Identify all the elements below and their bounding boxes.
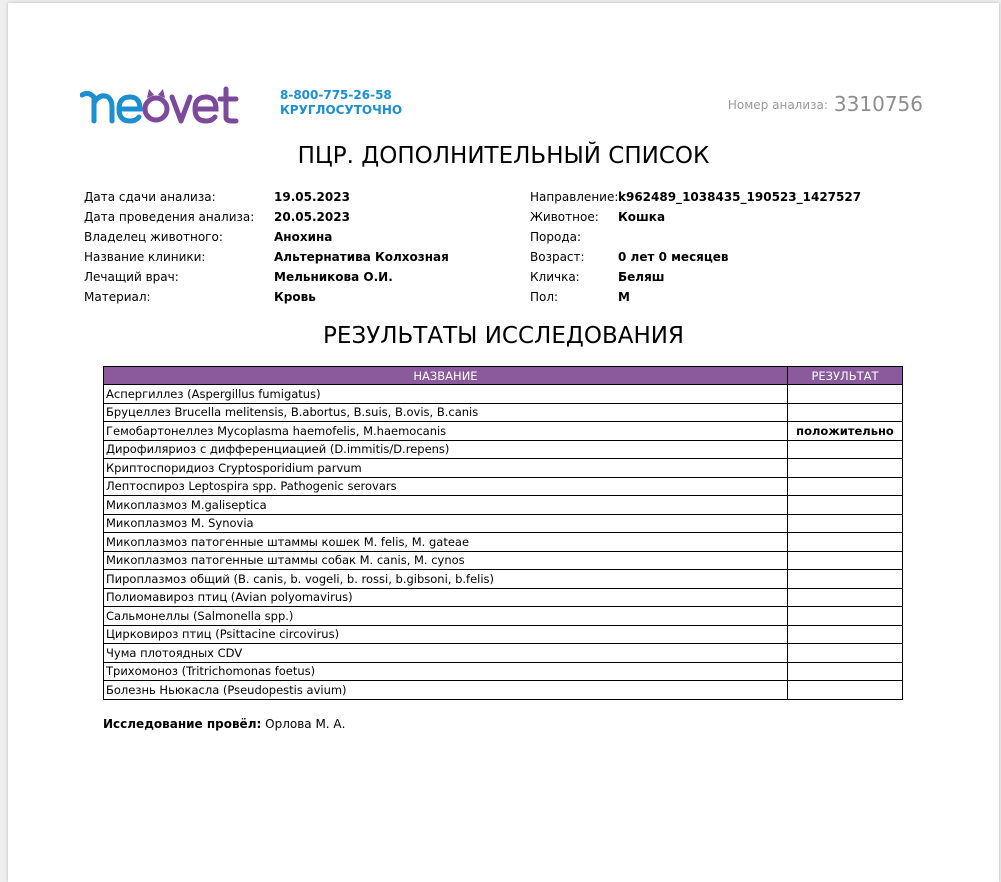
test-name-cell: Цирковироз птиц (Psittacine circovirus): [104, 625, 788, 644]
info-value: Альтернатива Колхозная: [274, 250, 449, 264]
test-name-cell: Криптоспоридиоз Cryptosporidium parvum: [104, 459, 788, 478]
info-row: [530, 267, 861, 287]
info-value: Мельникова О.И.: [274, 270, 393, 284]
column-header-name: НАЗВАНИЕ: [104, 367, 788, 385]
test-result-cell: [788, 625, 903, 644]
info-row: [530, 287, 861, 307]
info-row: [530, 187, 861, 207]
report-page: [8, 3, 999, 882]
patient-info-right: [530, 187, 861, 307]
info-row: [84, 287, 449, 307]
results-table-header-row: [104, 367, 903, 385]
table-row: [104, 459, 903, 478]
test-result-cell: [788, 588, 903, 607]
table-row: [104, 662, 903, 681]
info-value: Кошка: [618, 210, 666, 224]
phone-number: 8-800-775-26-58: [280, 88, 392, 102]
test-name-cell: Сальмонеллы (Salmonella spp.): [104, 607, 788, 626]
test-name-cell: Трихомоноз (Tritrichomonas foetus): [104, 662, 788, 681]
info-row: [530, 227, 861, 247]
results-title: РЕЗУЛЬТАТЫ ИССЛЕДОВАНИЯ: [323, 323, 684, 349]
info-row: [530, 247, 861, 267]
results-table: [103, 366, 903, 700]
test-result-cell: положительно: [788, 422, 903, 441]
patient-info-left: [84, 187, 449, 307]
performed-by-name: Орлова М. А.: [265, 717, 346, 731]
info-row: [84, 187, 449, 207]
test-result-cell: [788, 514, 903, 533]
test-result-cell: [788, 385, 903, 404]
neovet-logo-icon: [80, 81, 240, 127]
info-value: 20.05.2023: [274, 210, 350, 224]
table-row: [104, 440, 903, 459]
info-label: Возраст:: [530, 250, 585, 264]
working-hours: КРУГЛОСУТОЧНО: [280, 103, 403, 117]
info-label: Название клиники:: [84, 250, 206, 264]
test-name-cell: Чума плотоядных CDV: [104, 644, 788, 663]
info-label: Материал:: [84, 290, 151, 304]
table-row: [104, 533, 903, 552]
info-value: 19.05.2023: [274, 190, 350, 204]
info-value: Анохина: [274, 230, 333, 244]
column-header-result: РЕЗУЛЬТАТ: [788, 367, 903, 385]
table-row: [104, 514, 903, 533]
info-label: Дата проведения анализа:: [84, 210, 255, 224]
analysis-number-label: Номер анализа:: [727, 98, 828, 112]
info-label: Порода:: [530, 230, 582, 244]
table-row: [104, 551, 903, 570]
table-row: [104, 403, 903, 422]
info-value: Беляш: [618, 270, 665, 284]
info-label: Животное:: [530, 210, 599, 224]
info-value: М: [618, 290, 630, 304]
table-row: [104, 422, 903, 441]
test-name-cell: Бруцеллез Brucella melitensis, B.abortus, B.suis, B.ovis, B.canis: [104, 403, 788, 422]
analysis-number-value: 3310756: [833, 92, 923, 116]
info-row: [84, 247, 449, 267]
table-row: [104, 477, 903, 496]
table-row: [104, 385, 903, 404]
test-name-cell: Микоплазмоз патогенные штаммы собак M. canis, M. cynos: [104, 551, 788, 570]
info-row: [84, 267, 449, 287]
test-result-cell: [788, 551, 903, 570]
test-name-cell: Микоплазмоз M.galiseptica: [104, 496, 788, 515]
test-result-cell: [788, 681, 903, 700]
neovet-logo: [80, 81, 240, 127]
test-name-cell: Лептоспироз Leptospira spp. Pathogenic serovars: [104, 477, 788, 496]
info-label: Пол:: [530, 290, 559, 304]
test-result-cell: [788, 533, 903, 552]
test-name-cell: Аспергиллез (Aspergillus fumigatus): [104, 385, 788, 404]
info-value: 0 лет 0 месяцев: [618, 250, 729, 264]
test-result-cell: [788, 496, 903, 515]
performed-by: [103, 717, 345, 731]
test-result-cell: [788, 440, 903, 459]
test-name-cell: Пироплазмоз общий (B. canis, b. vogeli, b. rossi, b.gibsoni, b.felis): [104, 570, 788, 589]
test-result-cell: [788, 477, 903, 496]
info-row: [84, 227, 449, 247]
info-label: Владелец животного:: [84, 230, 223, 244]
test-name-cell: Болезнь Ньюкасла (Pseudopestis avium): [104, 681, 788, 700]
info-row: [530, 207, 861, 227]
info-label: Дата сдачи анализа:: [84, 190, 216, 204]
table-row: [104, 607, 903, 626]
contact-phone-block: [280, 88, 402, 118]
info-label: Направление:: [530, 190, 619, 204]
table-row: [104, 625, 903, 644]
info-label: Кличка:: [530, 270, 580, 284]
test-result-cell: [788, 644, 903, 663]
test-result-cell: [788, 662, 903, 681]
test-result-cell: [788, 607, 903, 626]
test-name-cell: Полиомавироз птиц (Avian polyomavirus): [104, 588, 788, 607]
document-title: ПЦР. ДОПОЛНИТЕЛЬНЫЙ СПИСОК: [297, 143, 710, 169]
table-row: [104, 496, 903, 515]
test-result-cell: [788, 570, 903, 589]
test-name-cell: Микоплазмоз патогенные штаммы кошек M. felis, M. gateae: [104, 533, 788, 552]
info-row: [84, 207, 449, 227]
table-row: [104, 570, 903, 589]
table-row: [104, 588, 903, 607]
test-name-cell: Дирофиляриоз с дифференциацией (D.immitis/D.repens): [104, 440, 788, 459]
table-row: [104, 681, 903, 700]
performed-by-label: Исследование провёл:: [103, 717, 262, 731]
table-row: [104, 644, 903, 663]
info-value: Кровь: [274, 290, 316, 304]
test-result-cell: [788, 459, 903, 478]
test-result-cell: [788, 403, 903, 422]
test-name-cell: Гемобартонеллез Mycoplasma haemofelis, M.haemocanis: [104, 422, 788, 441]
info-value: k962489_1038435_190523_1427527: [618, 190, 862, 204]
info-label: Лечащий врач:: [84, 270, 179, 284]
analysis-number-block: [728, 92, 923, 116]
test-name-cell: Микоплазмоз M. Synovia: [104, 514, 788, 533]
